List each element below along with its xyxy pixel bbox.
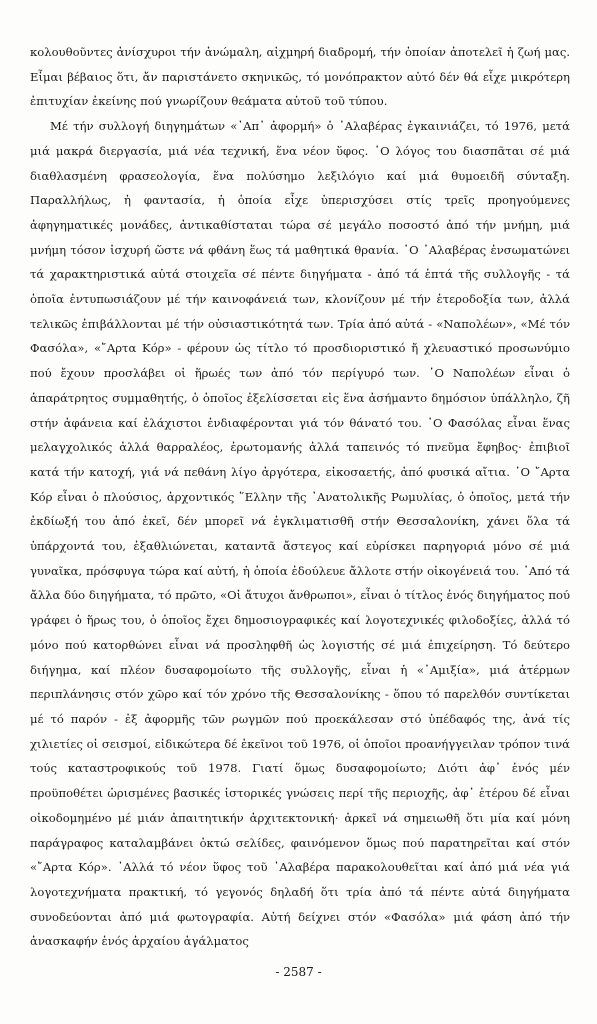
- page-number: - 2587 -: [275, 965, 322, 979]
- paragraph-main: Μέ τήν συλλογή διηγημάτων «᾽Απ᾽ ἀφορμή» ὁ ᾽Αλαβέρας ἐγκαινιάζει, τό 1976, μετά μιά μακρά διεργασία, μιά νέα τεχνική, ἕνα νέον ὕφος. ῾Ο λόγος του διασπᾶται σέ μιά διαθλασμένη φρασεολογία, ἕνα πολύσημο λεξιλόγιο καί μιά θυμοειδῆ σύνταξη. Παραλλήλως, ἡ φαντασία, ἡ ὁποία εἶχε ὑπερισχύσει στίς τρεῖς προηγούμενες ἀφηγηματικές μονάδες, ἀντικαθίσταται τώρα σέ μεγάλο ποσοστό ἀπό τήν μνήμη, μιά μνήμη τόσον ἰσχυρή ὥστε νά φθάνη ἕως τά μαθητικά θρανία. ῾Ο ᾽Αλαβέρας ἐνσωματώνει τά χαρακτηριστικά αὐτά στοιχεῖα σέ πέντε διηγήματα - ἀπό τά ἑπτά τῆς συλλογῆς - τά ὁποῖα ἐντυπωσιάζουν μέ τήν καινοφάνειά των, κλονίζουν μέ τήν ἑτεροδοξία των, ἀλλά τελικῶς ἐπιβάλλονται μέ τήν οὐσιαστικότητά των. Τρία ἀπό αὐτά - «Ναπολέων», «Μέ τόν Φασόλα», «῎Αρτα Κόρ» - φέρουν ὡς τίτλο τό προσδιοριστικό ἤ χλευαστικό προσωνύμιο πού ἔχουν προσλάβει οἱ ἥρωές των ἀπό τόν περίγυρό των. ῾Ο Ναπολέων εἶναι ὁ ἀπαράτρητος συμμαθητής, ὁ ὁποῖος ἐξελίσσεται εἰς ἕνα ἀσήμαντο δημόσιον ὑπάλληλο, ζῆ στήν ἀφάνεια καί ἐλάχιστοι ἐνδιαφέρονται γιά τόν θάνατό του. ῾Ο Φασόλας εἶναι ἕνας μελαγχολικός ἀλλά θαρραλέος, ἐρωτομανής ἀλλά ταπεινός τό πνεῦμα ἔφηβος· ἐπιβιοῖ κατά τήν κατοχή, γιά νά πεθάνη λίγο ἀργότερα, εἰκοσαετής, ἀπό φυσικά αἴτια. ῾Ο ῎Αρτα Κόρ εἶναι ὁ πλούσιος, ἀρχοντικός ῞Ελλην τῆς ᾽Ανατολικῆς Ρωμυλίας, ὁ ὁποῖος, μετά τήν ἐκδίωξή του ἀπό ἐκεῖ, δέν μπορεῖ νά ἐγκλιματισθῆ στήν Θεσσαλονίκη, χάνει ὅλα τά ὑπάρχοντά του, ἐξαθλιώνεται, καταντᾶ ἄστεγος καί εὑρίσκει παρηγοριά μόνο σέ μιά γυναῖκα, πρόσφυγα τώρα καί αὐτή, ἡ ὁποία ἐδούλευε ἄλλοτε στήν οἰκογένειά του. ᾽Από τά ἄλλα δύο διηγήματα, τό πρῶτο, «Οἱ ἄτυχοι ἄνθρωποι», εἶναι ὁ τίτλος ἑνός διηγήματος πού γράφει ὁ ἥρως του, ὁ ὁποῖος ἔχει δημοσιογραφικές καί λογοτεχνικές φιλοδοξίες, ἀλλά τό μόνο πού κατορθώνει εἶναι νά προσληφθῆ ὡς λογιστής σέ μιά ἐπιχείρηση. Τό δεύτερο διήγημα, καί πλέον δυσαφομοίωτο τῆς συλλογῆς, εἶναι ἡ «᾽Αμιξία», μιά ἀτέρμων περιπλάνησις στόν χῶρο καί τόν χρόνο τῆς Θεσσαλονίκης - ὅπου τό παρελθόν συντίκεται μέ τό παρόν - ἐξ ἀφορμῆς τῶν ρωγμῶν πού προεκάλεσαν στό ὑπέδαφός της, ἀνά τίς χιλιετίες οἱ σεισμοί, εἰδικώτερα δέ ἐκεῖνοι τοῦ 1976, οἱ ὁποῖοι προανήγγειλαν τρόπον τινά τούς καταστροφικούς τοῦ 1978. Γιατί ὅμως δυσαφομοίωτο; Διότι ἀφ᾽ ἑνός μέν προϋποθέτει ὡρισμένες βασικές ἱστορικές γνώσεις περί τῆς περιοχῆς, ἀφ᾽ ἑτέρου δέ εἶναι οἰκοδομημένο μέ μιάν ἀπαιτητικήν ἀρχιτεκτονική· ἀρκεῖ νά σημειωθῆ ὅτι μία καί μόνη παράγραφος καταλαμβάνει ὀκτώ σελίδες, φαινόμενον ὅμως πού παρατηρεῖται καί στόν «῎Αρτα Κόρ». ᾽Αλλά τό νέον ὕφος τοῦ ᾽Αλαβέρα παρακολουθεῖται καί ἀπό μιά νέα γιά λογοτεχνήματα πρακτική, τό γεγονός δηλαδή ὅτι τρία ἀπό τά πέντε αὐτά διηγήματα συνοδεύονται ἀπό μιά φωτογραφία. Αὐτή δείχνει στόν «Φασόλα» μιά φάση ἀπό τήν ἀνασκαφήν ἑνός ἀρχαίου ἀγάλματος: [30, 119, 570, 949]
- paragraph-continuation: κολουθοῦντες ἀνίσχυροι τήν ἀνώμαλη, αἰχμηρή διαδρομή, τήν ὁποίαν ἀποτελεῖ ἡ ζωή μας. Εἶμαι βέβαιος ὅτι, ἄν παριστάνετο σκηνικῶς, τό μονόπρακτον αὐτό δέν θά εἶχε μικρότερη ἐπιτυχίαν ἐκείνης πού γνωρίζουν θεάματα αὐτοῦ τοῦ τύπου.: [30, 45, 570, 109]
- body-text: [30, 40, 570, 954]
